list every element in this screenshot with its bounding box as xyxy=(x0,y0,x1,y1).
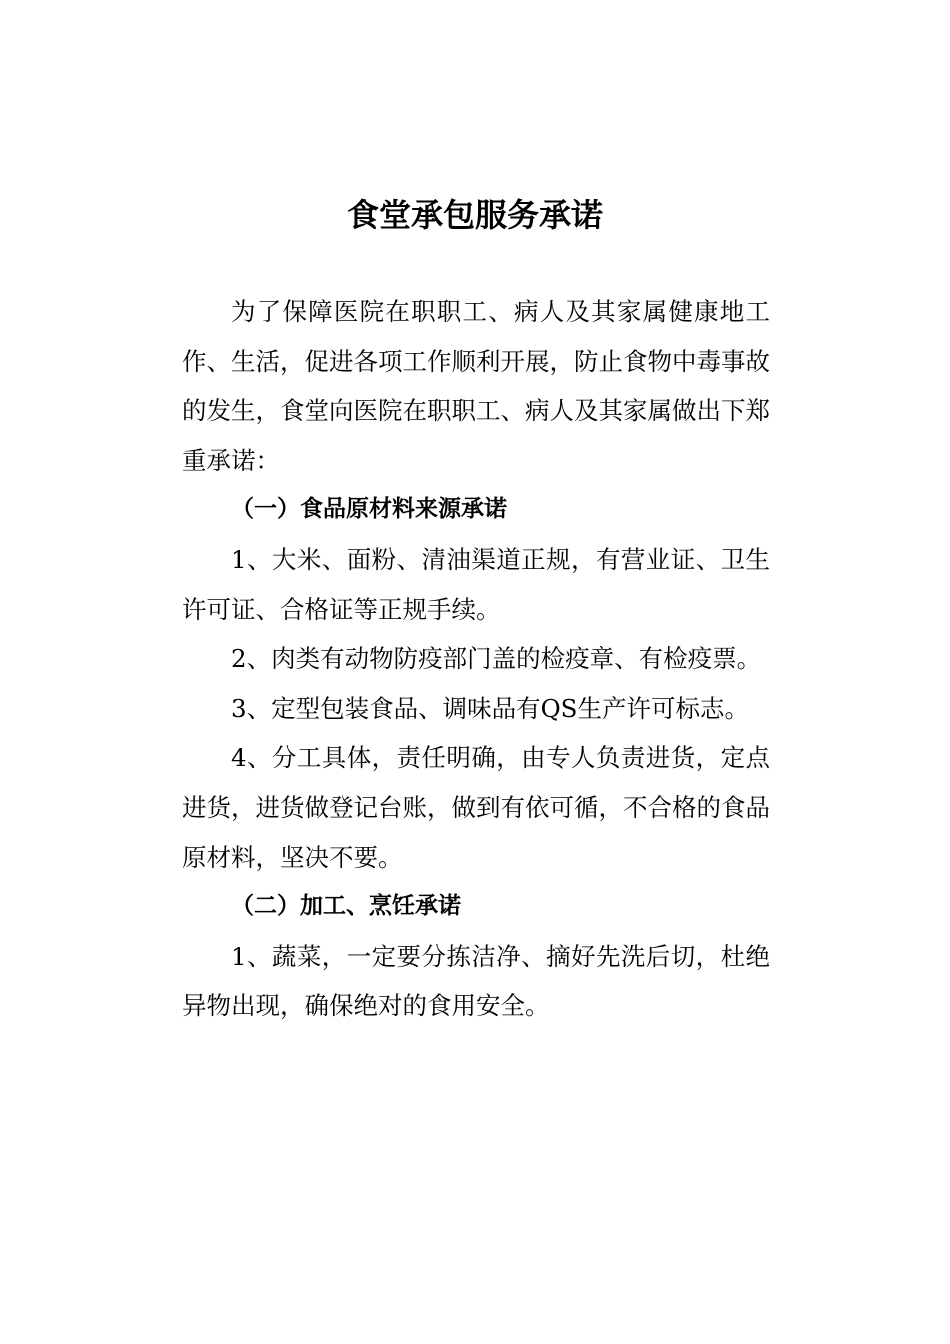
list-item: 4、分工具体，责任明确，由专人负责进货，定点进货，进货做登记台账，做到有依可循，不合格的食品原材料，坚决不要。 xyxy=(182,743,770,872)
list-item: 2、肉类有动物防疫部门盖的检疫章、有检疫票。 xyxy=(231,644,762,674)
section-heading-ingredients: （一）食品原材料来源承诺 xyxy=(231,496,507,523)
list-item: 1、大米、面粉、清油渠道正规，有营业证、卫生许可证、合格证等正规手续。 xyxy=(182,544,770,624)
list-item: 1、蔬菜，一定要分拣洁净、摘好先洗后切，杜绝异物出现，确保绝对的食用安全。 xyxy=(182,941,770,1021)
document-body xyxy=(182,287,770,1031)
section-heading-cooking: （二）加工、烹饪承诺 xyxy=(231,893,461,920)
list-item: 3、定型包装食品、调味品有QS生产许可标志。 xyxy=(231,693,749,723)
document-title: 食堂承包服务承诺 xyxy=(346,196,603,234)
intro-paragraph: 为了保障医院在职职工、病人及其家属健康地工作、生活，促进各项工作顺利开展，防止食物中毒事故的发生，食堂向医院在职职工、病人及其家属做出下郑重承诺： xyxy=(182,297,770,475)
